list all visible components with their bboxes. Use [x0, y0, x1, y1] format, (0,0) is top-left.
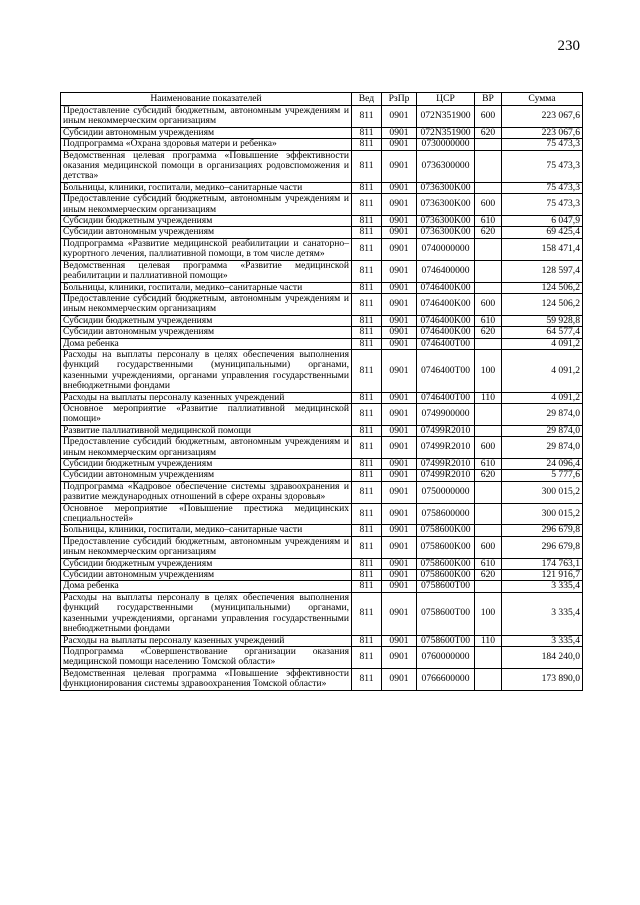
cell-csr: 0746400T00	[417, 349, 475, 392]
cell-rzpr: 0901	[382, 437, 417, 459]
cell-sum: 69 425,4	[502, 227, 583, 238]
cell-vr	[475, 260, 502, 282]
cell-rzpr: 0901	[382, 536, 417, 558]
cell-rzpr: 0901	[382, 459, 417, 470]
cell-vr: 610	[475, 216, 502, 227]
cell-csr: 0766600000	[417, 668, 475, 690]
cell-vr: 620	[475, 327, 502, 338]
cell-sum: 158 471,4	[502, 238, 583, 260]
cell-vr: 620	[475, 470, 502, 481]
cell-ved: 811	[352, 392, 382, 403]
cell-sum: 29 874,0	[502, 403, 583, 425]
cell-rzpr: 0901	[382, 282, 417, 293]
cell-rzpr: 0901	[382, 525, 417, 536]
cell-vr	[475, 403, 502, 425]
cell-name: Подпрограмма «Развитие медицинской реабилитации и санаторно–курортного лечения, паллиативной помощи, в том числе детям»	[61, 238, 352, 260]
cell-vr: 610	[475, 558, 502, 569]
table-row	[61, 139, 583, 150]
cell-vr	[475, 150, 502, 182]
cell-sum: 300 015,2	[502, 503, 583, 525]
cell-csr: 0740000000	[417, 238, 475, 260]
cell-vr	[475, 282, 502, 293]
cell-vr	[475, 503, 502, 525]
cell-name: Дома ребенка	[61, 338, 352, 349]
table-row	[61, 282, 583, 293]
cell-name: Предоставление субсидий бюджетным, автономным учреждениям и иным некоммерческим организациям	[61, 536, 352, 558]
table-row	[61, 392, 583, 403]
cell-sum: 4 091,2	[502, 338, 583, 349]
header-vr: ВР	[475, 93, 502, 106]
cell-vr: 600	[475, 194, 502, 216]
table-row	[61, 315, 583, 326]
cell-vr: 620	[475, 227, 502, 238]
cell-rzpr: 0901	[382, 238, 417, 260]
cell-sum: 121 916,7	[502, 570, 583, 581]
cell-sum: 3 335,4	[502, 592, 583, 635]
cell-csr: 0758600000	[417, 503, 475, 525]
header-csr: ЦСР	[417, 93, 475, 106]
cell-name: Ведомственная целевая программа «Повышение эффективности оказания медицинской помощи в организациях родовспоможения и детства»	[61, 150, 352, 182]
cell-csr: 0736300K00	[417, 227, 475, 238]
cell-name: Субсидии автономным учреждениям	[61, 570, 352, 581]
cell-sum: 75 473,3	[502, 139, 583, 150]
cell-csr: 0758600K00	[417, 536, 475, 558]
page-number: 230	[557, 38, 580, 54]
cell-csr: 0746400K00	[417, 282, 475, 293]
cell-ved: 811	[352, 646, 382, 668]
cell-ved: 811	[352, 182, 382, 193]
cell-vr: 620	[475, 570, 502, 581]
cell-name: Предоставление субсидий бюджетным, автономным учреждениям и иным некоммерческим организациям	[61, 106, 352, 128]
cell-ved: 811	[352, 216, 382, 227]
cell-rzpr: 0901	[382, 293, 417, 315]
cell-vr: 600	[475, 437, 502, 459]
cell-rzpr: 0901	[382, 558, 417, 569]
cell-ved: 811	[352, 338, 382, 349]
cell-csr: 07499R2010	[417, 437, 475, 459]
cell-ved: 811	[352, 525, 382, 536]
cell-csr: 0758600T00	[417, 592, 475, 635]
cell-ved: 811	[352, 536, 382, 558]
cell-sum: 4 091,2	[502, 392, 583, 403]
table-row	[61, 327, 583, 338]
cell-name: Подпрограмма «Совершенствование организации оказания медицинской помощи населению Томской области»	[61, 646, 352, 668]
table-row	[61, 503, 583, 525]
cell-csr: 0746400K00	[417, 327, 475, 338]
table-row	[61, 227, 583, 238]
cell-sum: 75 473,3	[502, 182, 583, 193]
cell-sum: 173 890,0	[502, 668, 583, 690]
cell-ved: 811	[352, 581, 382, 592]
cell-sum: 128 597,4	[502, 260, 583, 282]
cell-csr: 0750000000	[417, 481, 475, 503]
cell-rzpr: 0901	[382, 227, 417, 238]
cell-csr: 0746400K00	[417, 293, 475, 315]
cell-sum: 6 047,9	[502, 216, 583, 227]
cell-name: Субсидии бюджетным учреждениям	[61, 459, 352, 470]
cell-ved: 811	[352, 106, 382, 128]
cell-ved: 811	[352, 481, 382, 503]
cell-csr: 07499R2010	[417, 459, 475, 470]
cell-ved: 811	[352, 425, 382, 436]
table-row	[61, 238, 583, 260]
cell-csr: 0758600K00	[417, 570, 475, 581]
cell-sum: 124 506,2	[502, 293, 583, 315]
table-row	[61, 459, 583, 470]
cell-vr: 610	[475, 459, 502, 470]
table-row	[61, 127, 583, 138]
cell-ved: 811	[352, 293, 382, 315]
table-row	[61, 558, 583, 569]
header-name: Наименование показателей	[61, 93, 352, 106]
cell-sum: 59 928,8	[502, 315, 583, 326]
cell-ved: 811	[352, 459, 382, 470]
cell-csr: 0749900000	[417, 403, 475, 425]
cell-sum: 29 874,0	[502, 437, 583, 459]
cell-rzpr: 0901	[382, 570, 417, 581]
cell-vr	[475, 182, 502, 193]
cell-vr	[475, 525, 502, 536]
cell-sum: 296 679,8	[502, 536, 583, 558]
cell-csr: 0758600T00	[417, 581, 475, 592]
cell-ved: 811	[352, 437, 382, 459]
cell-vr: 100	[475, 349, 502, 392]
table-body	[61, 106, 583, 691]
cell-csr: 0746400T00	[417, 338, 475, 349]
cell-vr: 600	[475, 293, 502, 315]
cell-ved: 811	[352, 315, 382, 326]
cell-name: Расходы на выплаты персоналу в целях обеспечения выполнения функций государственными (муниципальными) органами, казенными учреждениями, органами управления государственными внебюджетными фондами	[61, 592, 352, 635]
cell-name: Основное мероприятие «Развитие паллиативной медицинской помощи»	[61, 403, 352, 425]
table-row	[61, 182, 583, 193]
cell-name: Субсидии автономным учреждениям	[61, 470, 352, 481]
cell-rzpr: 0901	[382, 216, 417, 227]
cell-name: Подпрограмма «Кадровое обеспечение системы здравоохранения и развитие международных отношений в сфере охраны здоровья»	[61, 481, 352, 503]
cell-ved: 811	[352, 570, 382, 581]
table-row	[61, 481, 583, 503]
table-row	[61, 668, 583, 690]
cell-ved: 811	[352, 150, 382, 182]
cell-name: Субсидии автономным учреждениям	[61, 127, 352, 138]
cell-ved: 811	[352, 139, 382, 150]
cell-sum: 3 335,4	[502, 635, 583, 646]
table-row	[61, 425, 583, 436]
cell-name: Ведомственная целевая программа «Развитие медицинской реабилитации и паллиативной помощи»	[61, 260, 352, 282]
table-row	[61, 293, 583, 315]
cell-ved: 811	[352, 282, 382, 293]
cell-sum: 223 067,6	[502, 106, 583, 128]
cell-csr: 07499R2010	[417, 470, 475, 481]
cell-ved: 811	[352, 668, 382, 690]
table-row	[61, 349, 583, 392]
cell-vr: 600	[475, 536, 502, 558]
table-row	[61, 592, 583, 635]
table-row	[61, 150, 583, 182]
cell-sum: 296 679,8	[502, 525, 583, 536]
cell-vr: 110	[475, 635, 502, 646]
cell-csr: 0746400K00	[417, 315, 475, 326]
header-row	[61, 93, 583, 106]
cell-ved: 811	[352, 238, 382, 260]
cell-rzpr: 0901	[382, 668, 417, 690]
cell-rzpr: 0901	[382, 106, 417, 128]
cell-ved: 811	[352, 260, 382, 282]
cell-name: Больницы, клиники, госпитали, медико–санитарные части	[61, 282, 352, 293]
cell-rzpr: 0901	[382, 425, 417, 436]
header-sum: Сумма	[502, 93, 583, 106]
cell-vr: 600	[475, 106, 502, 128]
cell-rzpr: 0901	[382, 635, 417, 646]
cell-csr: 0760000000	[417, 646, 475, 668]
table-row	[61, 260, 583, 282]
cell-name: Субсидии автономным учреждениям	[61, 227, 352, 238]
cell-vr	[475, 238, 502, 260]
cell-csr: 072N351900	[417, 127, 475, 138]
table-row	[61, 570, 583, 581]
cell-ved: 811	[352, 635, 382, 646]
cell-csr: 0736300K00	[417, 216, 475, 227]
cell-ved: 811	[352, 227, 382, 238]
cell-csr: 0730000000	[417, 139, 475, 150]
cell-name: Дома ребенка	[61, 581, 352, 592]
table-row	[61, 106, 583, 128]
table-row	[61, 216, 583, 227]
table-row	[61, 581, 583, 592]
cell-rzpr: 0901	[382, 182, 417, 193]
cell-name: Предоставление субсидий бюджетным, автономным учреждениям и иным некоммерческим организациям	[61, 194, 352, 216]
cell-rzpr: 0901	[382, 260, 417, 282]
cell-name: Расходы на выплаты персоналу казенных учреждений	[61, 635, 352, 646]
cell-vr: 610	[475, 315, 502, 326]
cell-sum: 24 096,4	[502, 459, 583, 470]
cell-vr	[475, 338, 502, 349]
cell-sum: 5 777,6	[502, 470, 583, 481]
cell-name: Предоставление субсидий бюджетным, автономным учреждениям и иным некоммерческим организациям	[61, 437, 352, 459]
cell-csr: 0746400000	[417, 260, 475, 282]
cell-rzpr: 0901	[382, 592, 417, 635]
cell-csr: 0758600T00	[417, 635, 475, 646]
header-ved: Вед	[352, 93, 382, 106]
cell-rzpr: 0901	[382, 327, 417, 338]
cell-rzpr: 0901	[382, 503, 417, 525]
cell-rzpr: 0901	[382, 150, 417, 182]
cell-vr	[475, 581, 502, 592]
cell-sum: 75 473,3	[502, 194, 583, 216]
budget-table	[60, 92, 583, 691]
cell-sum: 29 874,0	[502, 425, 583, 436]
cell-vr: 110	[475, 392, 502, 403]
cell-ved: 811	[352, 470, 382, 481]
cell-ved: 811	[352, 327, 382, 338]
table-row	[61, 338, 583, 349]
cell-ved: 811	[352, 592, 382, 635]
cell-sum: 3 335,4	[502, 581, 583, 592]
table-row	[61, 646, 583, 668]
header-rzpr: РзПр	[382, 93, 417, 106]
cell-ved: 811	[352, 503, 382, 525]
cell-ved: 811	[352, 349, 382, 392]
cell-sum: 300 015,2	[502, 481, 583, 503]
table-row	[61, 525, 583, 536]
cell-ved: 811	[352, 403, 382, 425]
cell-csr: 0736300000	[417, 150, 475, 182]
cell-name: Расходы на выплаты персоналу в целях обеспечения выполнения функций государственными (муниципальными) органами, казенными учреждениями, органами управления государственными внебюджетными фондами	[61, 349, 352, 392]
table-row	[61, 536, 583, 558]
table-row	[61, 403, 583, 425]
cell-name: Основное мероприятие «Повышение престижа медицинских специальностей»	[61, 503, 352, 525]
cell-sum: 64 577,4	[502, 327, 583, 338]
cell-csr: 0736300K00	[417, 182, 475, 193]
cell-name: Субсидии бюджетным учреждениям	[61, 216, 352, 227]
cell-sum: 184 240,0	[502, 646, 583, 668]
cell-sum: 4 091,2	[502, 349, 583, 392]
cell-name: Субсидии бюджетным учреждениям	[61, 558, 352, 569]
cell-rzpr: 0901	[382, 481, 417, 503]
cell-rzpr: 0901	[382, 315, 417, 326]
cell-vr	[475, 646, 502, 668]
cell-vr: 100	[475, 592, 502, 635]
table-row	[61, 635, 583, 646]
cell-rzpr: 0901	[382, 470, 417, 481]
cell-rzpr: 0901	[382, 338, 417, 349]
cell-rzpr: 0901	[382, 392, 417, 403]
cell-csr: 0758600K00	[417, 558, 475, 569]
cell-name: Больницы, клиники, госпитали, медико–санитарные части	[61, 525, 352, 536]
cell-name: Предоставление субсидий бюджетным, автономным учреждениям и иным некоммерческим организациям	[61, 293, 352, 315]
cell-rzpr: 0901	[382, 349, 417, 392]
cell-vr	[475, 139, 502, 150]
cell-sum: 174 763,1	[502, 558, 583, 569]
cell-csr: 0758600K00	[417, 525, 475, 536]
cell-ved: 811	[352, 127, 382, 138]
cell-sum: 223 067,6	[502, 127, 583, 138]
cell-rzpr: 0901	[382, 139, 417, 150]
cell-sum: 124 506,2	[502, 282, 583, 293]
table-row	[61, 437, 583, 459]
cell-csr: 07499R2010	[417, 425, 475, 436]
cell-ved: 811	[352, 558, 382, 569]
cell-csr: 0736300K00	[417, 194, 475, 216]
cell-name: Подпрограмма «Охрана здоровья матери и ребенка»	[61, 139, 352, 150]
cell-rzpr: 0901	[382, 194, 417, 216]
table-row	[61, 194, 583, 216]
table-row	[61, 470, 583, 481]
cell-ved: 811	[352, 194, 382, 216]
cell-name: Расходы на выплаты персоналу казенных учреждений	[61, 392, 352, 403]
cell-rzpr: 0901	[382, 403, 417, 425]
cell-vr: 620	[475, 127, 502, 138]
cell-vr	[475, 481, 502, 503]
cell-name: Субсидии бюджетным учреждениям	[61, 315, 352, 326]
cell-rzpr: 0901	[382, 646, 417, 668]
cell-sum: 75 473,3	[502, 150, 583, 182]
cell-name: Ведомственная целевая программа «Повышение эффективности функционирования системы здравоохранения Томской области»	[61, 668, 352, 690]
cell-csr: 072N351900	[417, 106, 475, 128]
table-header	[61, 93, 583, 106]
cell-name: Развитие паллиативной медицинской помощи	[61, 425, 352, 436]
cell-csr: 0746400T00	[417, 392, 475, 403]
cell-name: Субсидии автономным учреждениям	[61, 327, 352, 338]
cell-rzpr: 0901	[382, 127, 417, 138]
cell-vr	[475, 425, 502, 436]
cell-rzpr: 0901	[382, 581, 417, 592]
cell-vr	[475, 668, 502, 690]
cell-name: Больницы, клиники, госпитали, медико–санитарные части	[61, 182, 352, 193]
